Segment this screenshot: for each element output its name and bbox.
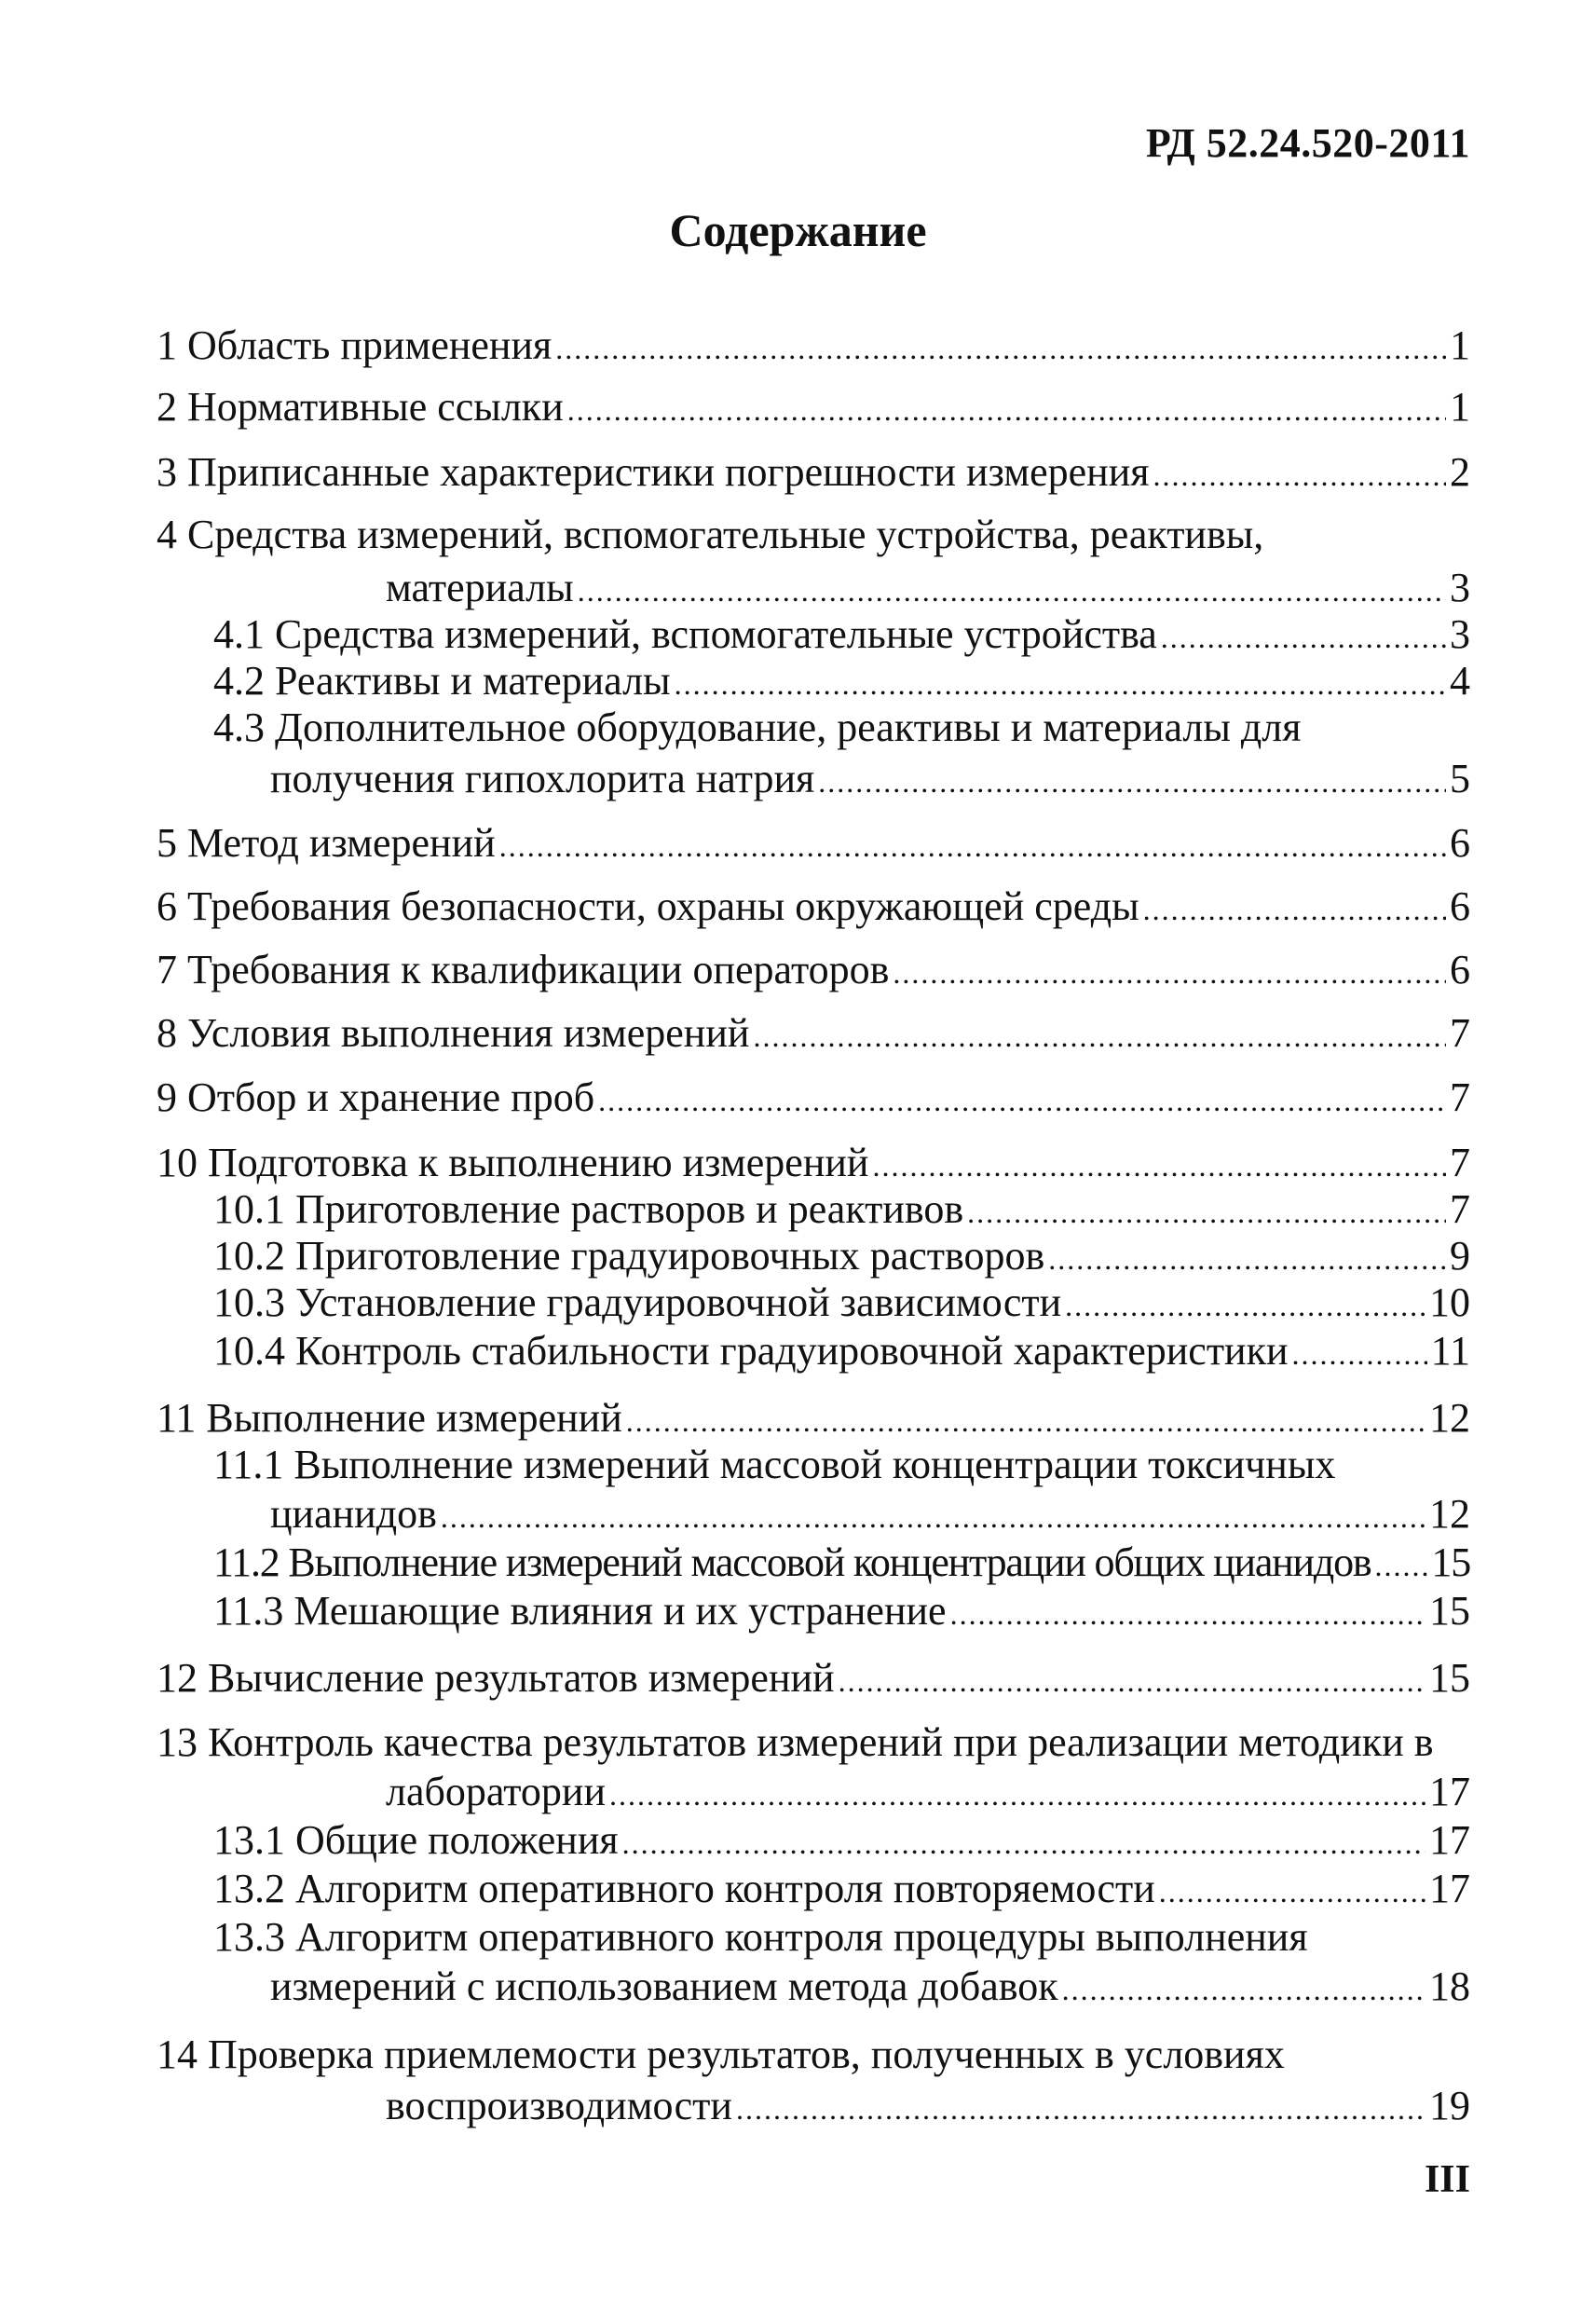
toc-entry-label: 9 Отбор и хранение проб [157,1074,595,1120]
toc-entry-page: 6 [1450,820,1470,866]
toc-entry[interactable] [157,1074,1470,1124]
toc-entry-label: 10.2 Приготовление градуировочных растворов [213,1233,1045,1279]
toc-entry-page: 12 [1429,1395,1470,1441]
toc-entry[interactable] [157,1655,1470,1704]
toc-entry-label: 3 Приписанные характеристики погрешности измерения [157,449,1150,495]
toc-leader-dots [893,950,1446,996]
toc-entry-label-continued: измерений с использованием метода добавок [270,1963,1058,2009]
toc-entry-page: 7 [1450,1010,1470,1056]
toc-entry-page: 1 [1450,384,1470,430]
toc-entry-label: 6 Требования безопасности, охраны окружающей среды [157,883,1139,929]
toc-leader-dots [598,1077,1446,1124]
toc-leader-dots [839,1658,1425,1704]
toc-entry-label: 12 Вычисление результатов измерений [157,1655,835,1701]
toc-entry-label-first-line: 13.3 Алгоритм оперативного контроля процедуры выполнения [213,1914,1308,1960]
toc-entry-label-continued: воспроизводимости [386,2083,732,2128]
toc-entry-page: 15 [1431,1539,1470,1585]
toc-entry-label-first-line: 13 Контроль качества результатов измерений при реализации методики в [157,1719,1434,1765]
toc-entry-label: 8 Условия выполнения измерений [157,1010,750,1056]
toc-leader-dots [567,387,1446,433]
toc-entry-label: 1 Область применения [157,322,552,368]
toc-entry-label: 2 Нормативные ссылки [157,384,564,430]
toc-leader-dots [1292,1331,1427,1377]
toc-entry-label: 13.1 Общие положения [213,1817,619,1863]
toc-entry-page: 15 [1429,1588,1470,1634]
page-title: Содержание [669,204,927,256]
toc-entry-label-first-line: 14 Проверка приемлемости результатов, полученных в условиях [157,2032,1285,2077]
toc-entry-page: 5 [1450,756,1470,801]
toc-entry[interactable] [213,1588,1470,1637]
toc-entry[interactable] [157,322,1470,372]
toc-entry[interactable] [270,1963,1470,2013]
toc-leader-dots [1143,886,1446,933]
toc-entry-page: 17 [1429,1769,1470,1814]
toc-entry[interactable] [270,756,1470,805]
toc-leader-dots [950,1591,1425,1637]
toc-entry-page: 17 [1429,1866,1470,1911]
toc-entry[interactable] [213,1817,1470,1867]
toc-entry-label: 13.2 Алгоритм оперативного контроля повторяемости [213,1866,1155,1911]
toc-entry[interactable] [157,820,1470,869]
toc-entry[interactable] [213,1279,1470,1329]
toc-entry-label: 4.1 Средства измерений, вспомогательные устройства [213,611,1157,657]
toc-leader-dots [622,1820,1425,1867]
toc-entry-label: 4.2 Реактивы и материалы [213,658,671,704]
toc-leader-dots [675,661,1446,707]
toc-entry-label-continued: получения гипохлорита натрия [270,756,815,801]
toc-entry[interactable] [157,1140,1470,1189]
toc-entry[interactable] [213,611,1470,661]
toc-leader-dots [578,568,1446,614]
toc-leader-dots [818,759,1446,805]
toc-leader-dots [1062,1966,1425,2013]
toc-entry[interactable] [213,1866,1470,1915]
toc-entry-page: 18 [1429,1963,1470,2009]
toc-entry[interactable] [157,1395,1470,1444]
toc-entry[interactable] [270,1491,1470,1540]
toc-entry-label-continued: материалы [386,565,574,610]
toc-leader-dots [441,1494,1425,1540]
toc-entry[interactable] [157,449,1470,499]
toc-leader-dots [753,1013,1446,1060]
toc-entry[interactable] [213,658,1470,707]
toc-entry[interactable] [213,1539,1470,1589]
toc-entry-page: 11 [1430,1328,1470,1374]
toc-leader-dots [555,325,1446,372]
toc-entry-label: 7 Требования к квалификации операторов [157,947,890,992]
toc-entry-page: 15 [1429,1655,1470,1701]
toc-entry-page: 17 [1429,1817,1470,1863]
toc-entry-page: 2 [1450,449,1470,495]
toc-leader-dots [1065,1282,1425,1329]
toc-leader-dots [967,1189,1446,1236]
toc-entry-label-continued: лаборатории [386,1769,607,1814]
page-number: III [1424,2158,1470,2201]
toc-entry-label: 10.1 Приготовление растворов и реактивов [213,1186,964,1232]
toc-leader-dots [1048,1236,1446,1282]
toc-entry[interactable] [213,1233,1470,1282]
toc-entry-label: 10 Подготовка к выполнению измерений [157,1140,869,1185]
toc-entry[interactable] [386,565,1470,614]
toc-leader-dots [1153,452,1447,499]
toc-entry[interactable] [386,2083,1470,2132]
toc-entry-page: 9 [1450,1233,1470,1279]
toc-entry-label-first-line: 4.3 Дополнительное оборудование, реактивы и материалы для [213,705,1302,750]
toc-entry-page: 4 [1450,658,1470,704]
toc-entry-label: 11 Выполнение измерений [157,1395,622,1441]
toc-leader-dots [499,823,1446,869]
toc-entry-label: 10.3 Установление градуировочной зависимости [213,1279,1062,1325]
toc-entry-label: 5 Метод измерений [157,820,496,866]
toc-entry-page: 3 [1450,611,1470,657]
toc-entry-page: 6 [1450,947,1470,992]
toc-entry-page: 12 [1429,1491,1470,1537]
toc-entry[interactable] [386,1769,1470,1818]
toc-leader-dots [872,1142,1446,1189]
toc-leader-dots [1374,1542,1427,1589]
toc-entry-page: 7 [1450,1140,1470,1185]
toc-leader-dots [626,1398,1425,1444]
toc-entry-page: 7 [1450,1186,1470,1232]
toc-entry[interactable] [157,947,1470,996]
toc-entry-label: 11.3 Мешающие влияния и их устранение [213,1588,947,1634]
toc-entry-page: 1 [1450,322,1470,368]
toc-leader-dots [609,1772,1425,1818]
toc-entry[interactable] [157,384,1470,433]
toc-entry[interactable] [157,1010,1470,1060]
toc-entry-page: 6 [1450,883,1470,929]
toc-entry-label: 10.4 Контроль стабильности градуировочной характеристики [213,1328,1289,1374]
toc-entry-label: 11.2 Выполнение измерений массовой концентрации общих цианидов [213,1539,1371,1585]
toc-entry-page: 3 [1450,565,1470,610]
toc-entry-label-first-line: 4 Средства измерений, вспомогательные устройства, реактивы, [157,512,1264,557]
toc-entry-page: 7 [1450,1074,1470,1120]
toc-entry[interactable] [157,883,1470,933]
toc-entry-label-first-line: 11.1 Выполнение измерений массовой концентрации токсичных [213,1442,1336,1487]
toc-entry[interactable] [213,1186,1470,1236]
toc-entry-page: 19 [1429,2083,1470,2128]
document-code: РД 52.24.520-2011 [1145,120,1470,166]
toc-leader-dots [1159,1868,1425,1915]
toc-entry[interactable] [213,1328,1470,1377]
toc-entry-label-continued: цианидов [270,1491,437,1537]
toc-leader-dots [1161,614,1446,661]
toc-entry-page: 10 [1429,1279,1470,1325]
toc-leader-dots [736,2086,1425,2132]
